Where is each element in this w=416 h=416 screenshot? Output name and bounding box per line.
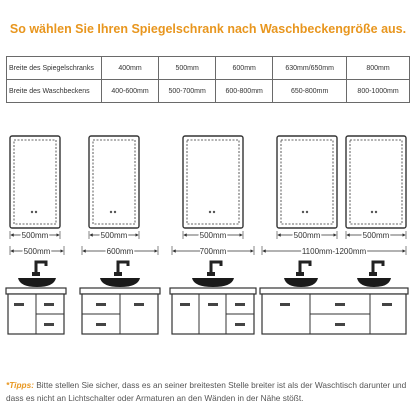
basin-width-label: 700mm bbox=[199, 247, 227, 256]
mirror-dimension-3 bbox=[183, 231, 243, 240]
vanity-3 bbox=[170, 262, 256, 334]
size-illustration bbox=[0, 128, 416, 348]
basin-width-label: 1100mm-1200mm bbox=[301, 247, 367, 256]
size-table bbox=[6, 56, 410, 103]
vanity-4 bbox=[260, 262, 408, 334]
mirror-dimension-1 bbox=[10, 231, 60, 240]
table-cell: 600mm bbox=[216, 57, 273, 80]
tip-label: *Tipps: bbox=[6, 380, 34, 390]
mirror-4 bbox=[277, 136, 337, 228]
basin-dimension-3 bbox=[172, 246, 254, 256]
mirror-width-label: 500mm bbox=[21, 231, 49, 240]
tip-text: Bitte stellen Sie sicher, dass es an seiner breitesten Stelle breiter ist als der Waschtisch darunter und dass es nicht an Lichtschalter oder Armaturen an den Wänden in der Nähe stößt. bbox=[6, 380, 407, 403]
mirror-width-label: 500mm bbox=[199, 231, 227, 240]
mirror-2 bbox=[89, 136, 139, 228]
table-row bbox=[7, 80, 410, 103]
table-cell: 650-800mm bbox=[273, 80, 347, 103]
table-row bbox=[7, 57, 410, 80]
mirror-1 bbox=[10, 136, 60, 228]
mirror-5 bbox=[346, 136, 406, 228]
table-cell: 500-700mm bbox=[159, 80, 216, 103]
table-cell: 400mm bbox=[102, 57, 159, 80]
table-cell: 600-800mm bbox=[216, 80, 273, 103]
mirror-width-label: 500mm bbox=[293, 231, 321, 240]
table-cell: 630mm/650mm bbox=[273, 57, 347, 80]
page-title: So wählen Sie Ihren Spiegelschrank nach Waschbeckengröße aus. bbox=[9, 22, 407, 36]
mirror-width-label: 500mm bbox=[100, 231, 128, 240]
mirror-width-label: 500mm bbox=[362, 231, 390, 240]
mirror-3 bbox=[183, 136, 243, 228]
row-label-mirror-width: Breite des Spiegelschranks bbox=[7, 57, 102, 80]
basin-width-label: 500mm bbox=[23, 247, 51, 256]
table-cell: 800mm bbox=[347, 57, 410, 80]
mirror-dimension-5 bbox=[346, 231, 406, 240]
basin-dimension-1 bbox=[10, 246, 64, 256]
row-label-basin-width: Breite des Waschbeckens bbox=[7, 80, 102, 103]
basin-dimension-2 bbox=[82, 246, 158, 256]
mirror-dimension-2 bbox=[89, 231, 139, 240]
basin-dimension-4 bbox=[262, 246, 406, 256]
mirror-dimension-4 bbox=[277, 231, 337, 240]
basin-width-label: 600mm bbox=[106, 247, 134, 256]
vanity-2 bbox=[80, 262, 160, 334]
table-cell: 400-600mm bbox=[102, 80, 159, 103]
vanity-1 bbox=[6, 262, 66, 334]
tip-note bbox=[6, 379, 412, 404]
table-cell: 800-1000mm bbox=[347, 80, 410, 103]
table-cell: 500mm bbox=[159, 57, 216, 80]
